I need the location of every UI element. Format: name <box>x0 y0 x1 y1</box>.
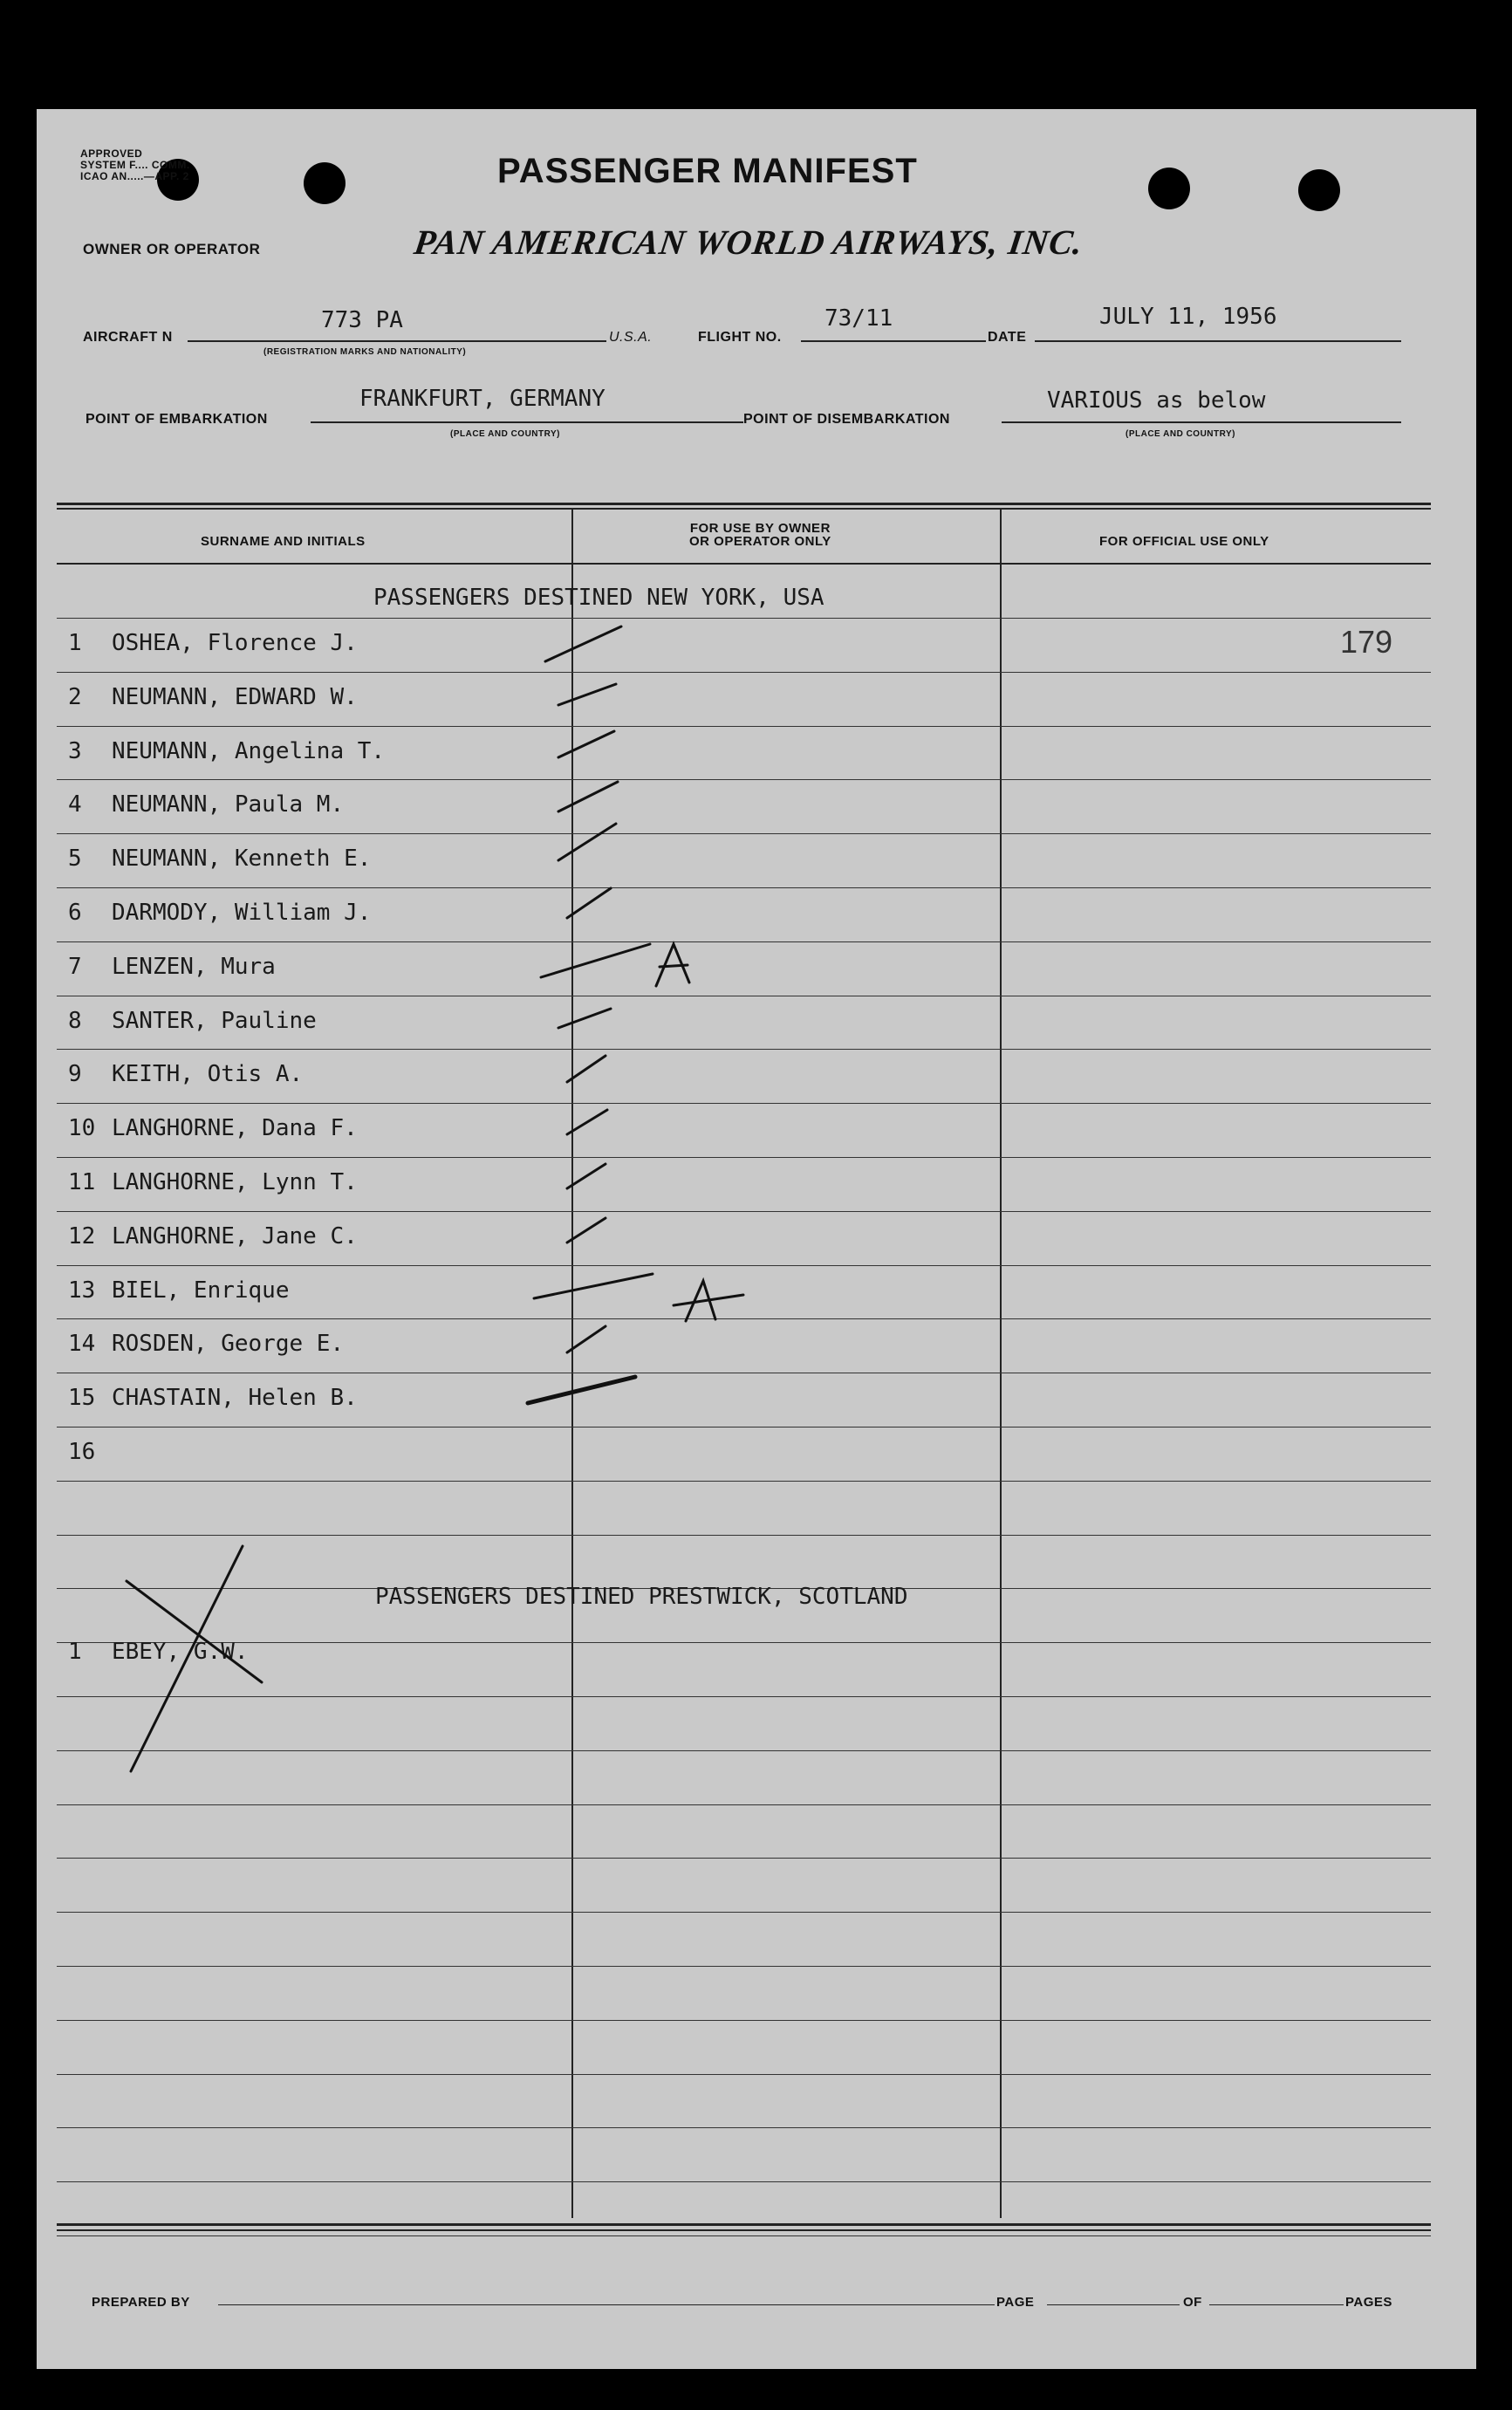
check-mark <box>558 782 618 811</box>
passenger-name: LANGHORNE, Jane C. <box>112 1223 358 1250</box>
passenger-name: OSHEA, Florence J. <box>112 630 358 656</box>
passenger-number: 8 <box>68 1008 82 1034</box>
passenger-number: 12 <box>68 1223 96 1250</box>
disembarkation-label: POINT OF DISEMBARKATION <box>743 412 950 427</box>
passenger-number: 16 <box>68 1439 96 1465</box>
cross-out-mark <box>131 1546 243 1771</box>
check-mark <box>528 1377 635 1403</box>
section-heading: PASSENGERS DESTINED NEW YORK, USA <box>373 585 824 611</box>
passenger-number: 3 <box>68 738 82 764</box>
passenger-name: EBEY, G.W. <box>112 1639 249 1665</box>
passenger-name: LANGHORNE, Dana F. <box>112 1115 358 1141</box>
check-mark <box>558 824 616 860</box>
page-title: PASSENGER MANIFEST <box>497 152 918 190</box>
aircraft-value: 773 PA <box>321 307 403 333</box>
country-label: U.S.A. <box>609 330 653 345</box>
date-value: JULY 11, 1956 <box>1099 304 1277 330</box>
page-label: PAGE <box>996 2295 1035 2310</box>
passenger-number: 2 <box>68 684 82 710</box>
passenger-name: NEUMANN, Kenneth E. <box>112 846 372 872</box>
check-mark <box>567 1164 605 1188</box>
passenger-number: 13 <box>68 1277 96 1304</box>
check-mark <box>567 1056 605 1082</box>
passenger-number: 7 <box>68 954 82 980</box>
passenger-number: 9 <box>68 1061 82 1087</box>
passenger-name: DARMODY, William J. <box>112 900 372 926</box>
official-number: 179 <box>1340 624 1393 660</box>
aircraft-note: (REGISTRATION MARKS AND NATIONALITY) <box>263 347 467 357</box>
check-mark <box>567 1326 605 1352</box>
passenger-number: 14 <box>68 1331 96 1357</box>
column-header-owner-use: FOR USE BY OWNER OR OPERATOR ONLY <box>689 521 831 549</box>
check-mark <box>541 944 650 977</box>
passenger-name: NEUMANN, EDWARD W. <box>112 684 358 710</box>
a-mark <box>656 944 689 986</box>
passenger-number: 5 <box>68 846 82 872</box>
operator-name: PAN AMERICAN WORLD AIRWAYS, INC. <box>411 223 1086 262</box>
embarkation-label: POINT OF EMBARKATION <box>86 412 268 427</box>
approval-line: ICAO AN.....—APP. 2 <box>80 170 189 182</box>
passenger-name: SANTER, Pauline <box>112 1008 317 1034</box>
section-heading: PASSENGERS DESTINED PRESTWICK, SCOTLAND <box>375 1584 908 1610</box>
flight-label: FLIGHT NO. <box>698 330 782 345</box>
embarkation-value: FRANKFURT, GERMANY <box>359 386 605 412</box>
flight-value: 73/11 <box>824 305 893 332</box>
check-mark <box>534 1274 653 1298</box>
cross-out-mark <box>127 1581 262 1682</box>
passenger-name: KEITH, Otis A. <box>112 1061 304 1087</box>
passenger-name: BIEL, Enrique <box>112 1277 290 1304</box>
check-mark <box>558 1009 611 1028</box>
check-mark <box>558 731 614 757</box>
column-header-official: FOR OFFICIAL USE ONLY <box>1099 534 1269 549</box>
passenger-name: ROSDEN, George E. <box>112 1331 345 1357</box>
passenger-number: 10 <box>68 1115 96 1141</box>
a-mark <box>674 1281 743 1321</box>
passenger-number: 15 <box>68 1385 96 1411</box>
approval-line: SYSTEM F.... COMM. <box>80 159 190 171</box>
check-mark <box>567 1218 605 1243</box>
passenger-name: LENZEN, Mura <box>112 954 276 980</box>
passenger-name: CHASTAIN, Helen B. <box>112 1385 358 1411</box>
of-label: OF <box>1183 2295 1202 2310</box>
passenger-number: 11 <box>68 1169 96 1195</box>
disembarkation-value: VARIOUS as below <box>1047 387 1266 414</box>
passenger-number: 1 <box>68 1639 82 1665</box>
passenger-name: NEUMANN, Paula M. <box>112 791 345 818</box>
column-header-surname: SURNAME AND INITIALS <box>201 534 366 549</box>
date-label: DATE <box>988 330 1027 345</box>
check-mark <box>558 684 616 705</box>
prepared-by-label: PREPARED BY <box>92 2295 190 2310</box>
passenger-number: 1 <box>68 630 82 656</box>
passenger-number: 6 <box>68 900 82 926</box>
approval-line: APPROVED <box>80 147 143 160</box>
passenger-name: NEUMANN, Angelina T. <box>112 738 386 764</box>
check-mark <box>545 626 621 661</box>
passenger-name: LANGHORNE, Lynn T. <box>112 1169 358 1195</box>
pages-label: PAGES <box>1345 2295 1392 2310</box>
aircraft-label: AIRCRAFT N <box>83 330 173 345</box>
disembarkation-note: (PLACE AND COUNTRY) <box>1125 429 1235 439</box>
check-mark <box>567 888 611 918</box>
passenger-number: 4 <box>68 791 82 818</box>
check-mark <box>567 1110 607 1134</box>
embarkation-note: (PLACE AND COUNTRY) <box>450 429 560 439</box>
owner-label: OWNER OR OPERATOR <box>83 241 261 257</box>
